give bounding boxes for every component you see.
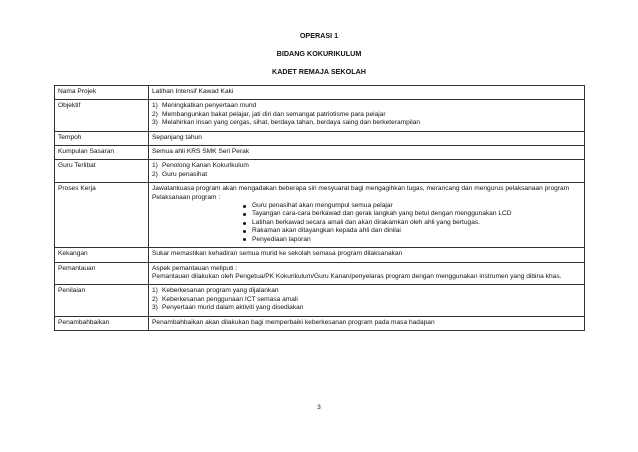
list-item: 2) Membangunkan bakat pelajar, jati diri dan semangat patriotisme para pelajar <box>152 110 386 118</box>
row-value <box>149 285 585 316</box>
pemantauan-line: Pemantauan dilakukan oleh Pengetua/PK Kokurikulum/Guru Kanan/penyelaras program dengan menggunakan instrumen yang dibina khas. <box>152 272 562 280</box>
row-kumpulan-sasaran <box>55 146 585 160</box>
list-item: Tayangan cara-cara berkawad dan gerak langkah yang betul dengan menggunakan LCD <box>152 210 581 218</box>
page-number: 3 <box>317 404 321 411</box>
row-pemantauan <box>55 262 585 285</box>
list-item: Latihan berkawad secara amali dan akan dirakamkan oleh ahli yang bertugas. <box>152 219 581 227</box>
row-label: Objektif <box>55 100 149 131</box>
project-table <box>54 85 585 331</box>
list-item: 2) Keberkesanan penggunaan ICT semasa amali <box>152 295 298 303</box>
objektif-list <box>152 102 581 127</box>
row-penambahbaikan <box>55 316 585 330</box>
row-label: Proses Kerja <box>55 183 149 248</box>
document-title: OPERASI 1 <box>299 31 339 40</box>
row-tempoh <box>55 131 585 145</box>
pemantauan-line: Aspek pemantauan meliputi : <box>152 264 238 272</box>
row-proses-kerja <box>55 183 585 248</box>
row-kekangan <box>55 248 585 262</box>
row-value: Penambahbaikan akan dilakukan bagi memperbaiki keberkesanan program pada masa hadapan <box>149 316 585 330</box>
proses-sub: Pelaksanaan program : <box>152 193 221 201</box>
proses-bullets <box>152 202 581 244</box>
row-label: Kumpulan Sasaran <box>55 146 149 160</box>
list-item: Penyediaan laporan <box>152 236 581 244</box>
row-label: Penambahbaikan <box>55 316 149 330</box>
list-item: 3) Melahirkan insan yang cergas, sihat, berdaya tahan, berdaya saing dan berketerampilan <box>152 119 421 127</box>
row-label: Penilaian <box>55 285 149 316</box>
row-value <box>149 100 585 131</box>
proses-intro: Jawatankuasa program akan mengadakan beberapa siri mesyuarat bagi mengagihkan tugas, merancang dan mengurus pelaksanaan program <box>152 185 570 193</box>
row-label: Kekangan <box>55 248 149 262</box>
list-item: 1) Keberkesanan program yang dijalankan <box>152 287 279 295</box>
list-item: Guru penasihat akan mengumpul semua pelajar <box>152 202 581 210</box>
list-item: 1) Meningkatkan penyertaan murid <box>152 102 257 110</box>
document-unit: KADET REMAJA SEKOLAH <box>272 67 366 76</box>
row-value <box>149 183 585 248</box>
row-label: Guru Terlibat <box>55 160 149 183</box>
list-item: Rakaman akan ditayangkan kepada ahli dan dinilai <box>152 227 581 235</box>
row-nama-projek <box>55 86 585 100</box>
row-penilaian <box>55 285 585 316</box>
row-value: Sepanjang tahun <box>149 131 585 145</box>
row-value: Latihan Intensif Kawad Kaki <box>149 86 585 100</box>
penilaian-list <box>152 287 581 312</box>
row-objektif <box>55 100 585 131</box>
row-value: Sukar memastikan kehadiran semua murid ke sekolah semasa program dilaksanakan <box>149 248 585 262</box>
list-item: 3) Penyertaan murid dalam aktiviti yang disediakan <box>152 304 304 312</box>
row-label: Tempoh <box>55 131 149 145</box>
list-item: 1) Penolong Kanan Kokurikulum <box>152 162 249 170</box>
list-item: 2) Guru penasihat <box>152 170 208 178</box>
row-value <box>149 160 585 183</box>
row-guru-terlibat <box>55 160 585 183</box>
row-value <box>149 262 585 285</box>
row-label: Nama Projek <box>55 86 149 100</box>
row-label: Pemantauan <box>55 262 149 285</box>
guru-list <box>152 162 581 179</box>
document-subtitle: BIDANG KOKURIKULUM <box>276 49 362 58</box>
row-value: Semua ahli KRS SMK Seri Perak <box>149 146 585 160</box>
